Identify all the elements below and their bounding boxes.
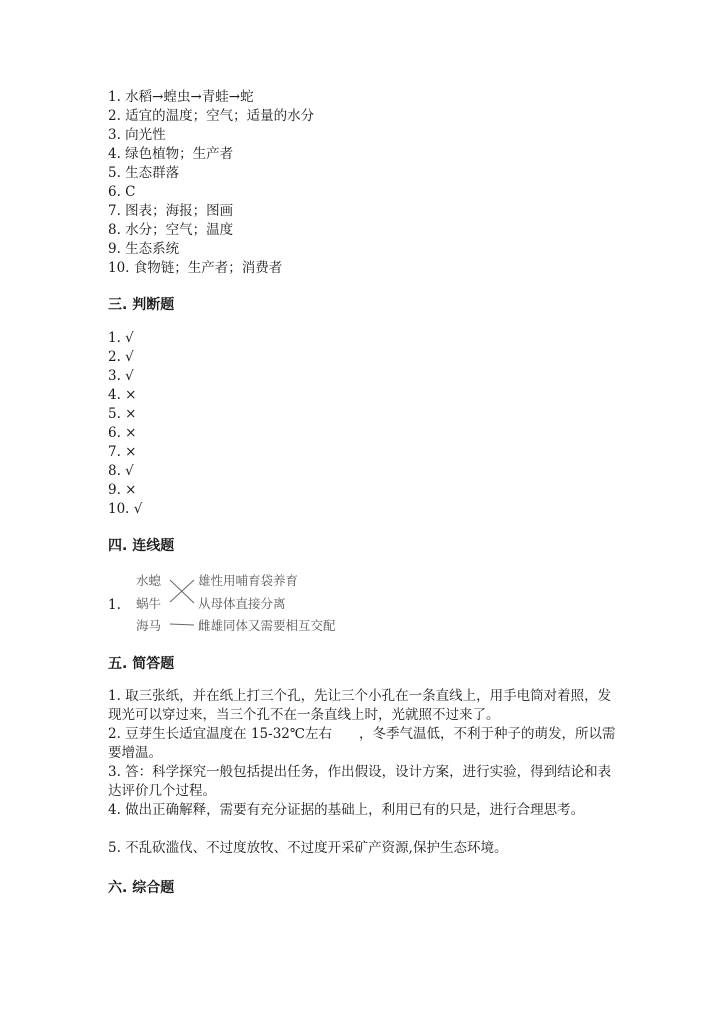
fill-answer-7: 7. 图表；海报；图画 (108, 203, 234, 219)
matching-right-1: 雄性用哺育袋养育 (198, 573, 299, 588)
short-answer-5: 5. 不乱砍滥伐、不过度放牧、不过度开采矿产资源,保护生态环境。 (108, 840, 508, 856)
judge-answer-10: 10. √ (108, 501, 143, 517)
fill-answer-2: 2. 适宜的温度；空气；适量的水分 (108, 108, 315, 124)
judge-answer-5: 5. × (108, 406, 137, 422)
fill-answer-5: 5. 生态群落 (108, 165, 180, 181)
judge-answer-7: 7. × (108, 444, 137, 460)
matching-left-3: 海马 (136, 618, 162, 633)
matching-left-1: 水螅 (136, 573, 162, 588)
judge-answer-2: 2. √ (108, 349, 134, 365)
match-line-3 (170, 624, 194, 625)
matching-diagram (108, 565, 368, 635)
judge-answer-8: 8. √ (108, 463, 134, 479)
short-answer-1: 1. 取三张纸，并在纸上打三个孔，先让三个小孔在一条直线上，用手电筒对着照，发现光可以穿过来，当三个孔不在一条直线上时，光就照不过来了。 (108, 688, 612, 723)
judge-answer-6: 6. × (108, 425, 137, 441)
section-4-heading: 四. 连线题 (108, 538, 175, 554)
short-answer-4: 4. 做出正确解释，需要有充分证据的基础上，利用已有的只是，进行合理思考。 (108, 802, 585, 818)
judge-answer-1: 1. √ (108, 330, 134, 346)
section-6-heading: 六. 综合题 (108, 880, 175, 896)
fill-answer-3: 3. 向光性 (108, 127, 166, 143)
fill-answer-9: 9. 生态系统 (108, 241, 180, 257)
fill-answer-6: 6. C (108, 184, 136, 200)
judge-answer-3: 3. √ (108, 368, 134, 384)
matching-left-2: 蜗牛 (136, 596, 162, 611)
fill-answer-10: 10. 食物链；生产者；消费者 (108, 260, 283, 276)
section-3-heading: 三. 判断题 (108, 297, 175, 313)
matching-question-number: 1. (108, 597, 121, 613)
fill-answer-1: 1. 水稻→蝗虫→青蛙→蛇 (108, 89, 254, 105)
fill-answer-4: 4. 绿色植物；生产者 (108, 146, 234, 162)
matching-right-2: 从母体直接分离 (198, 596, 286, 611)
short-answer-3: 3. 答：科学探究一般包括提出任务，作出假设，设计方案，进行实验，得到结论和表达评价几个过程。 (108, 764, 612, 799)
short-answer-2: 2. 豆芽生长适宜温度在 15-32℃左右 ，冬季气温低，不利于种子的萌发，所以需要增温。 (108, 726, 616, 761)
section-5-heading: 五. 简答题 (108, 656, 175, 672)
fill-answer-8: 8. 水分；空气；温度 (108, 222, 234, 238)
matching-right-3: 雌雄同体又需要相互交配 (198, 618, 336, 633)
judge-answer-4: 4. × (108, 387, 137, 403)
judge-answer-9: 9. × (108, 482, 137, 498)
